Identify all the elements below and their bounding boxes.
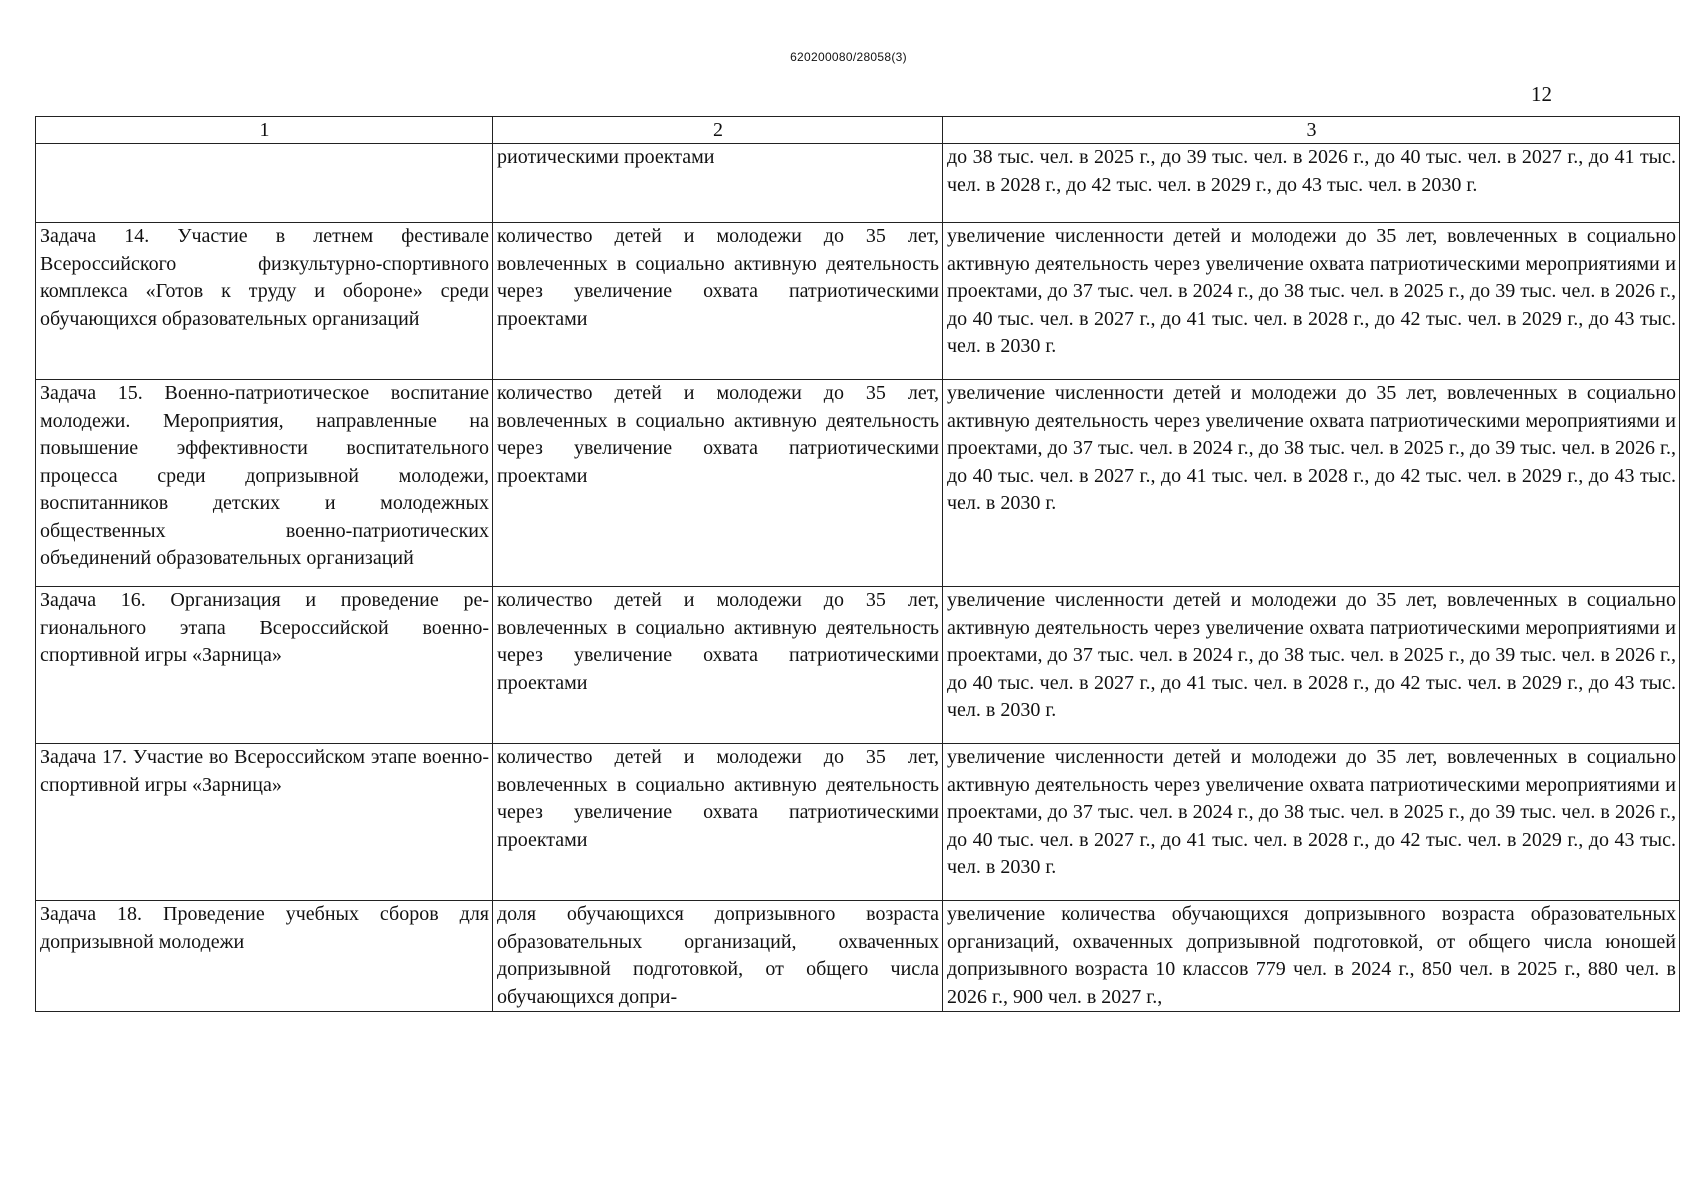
program-tasks-table [35, 116, 1680, 1012]
target-cell: увеличение численности детей и молодежи до 35 лет, вовлеченных в социально активную деятельность через увеличение охвата патриотическими мероприятиями и проектами, до 37 тыс. чел. в 2024 г., до 38 тыс. чел. в 2025 г., до 39 тыс. чел. в 2026 г., до 40 тыс. чел. в 2027 г., до 41 тыс. чел. в 2028 г., до 42 тыс. чел. в 2029 г., до 43 тыс. чел. в 2030 г. [943, 744, 1680, 901]
indicator-cell: количество детей и молодежи до 35 лет, вовлеченных в социально активную деятельность через увеличение охвата патриотическими проектами [493, 587, 943, 744]
table-row [36, 587, 1680, 744]
indicator-cell: количество детей и молодежи до 35 лет, вовлеченных в социально активную деятельность через увеличение охвата патриотическими проектами [493, 380, 943, 587]
indicator-cell: количество детей и молодежи до 35 лет, вовлеченных в социально активную деятельность через увеличение охвата патриотическими проектами [493, 744, 943, 901]
document-id: 620200080/28058(3) [790, 50, 907, 64]
table-row [36, 144, 1680, 223]
task-cell: Задача 16. Организация и проведение регионального этапа Всероссийской военно-спортивной игры «Зарница» [36, 587, 493, 744]
target-cell: увеличение численности детей и молодежи до 35 лет, вовлеченных в социально активную деятельность через увеличение охвата патриотическими мероприятиями и проектами, до 37 тыс. чел. в 2024 г., до 38 тыс. чел. в 2025 г., до 39 тыс. чел. в 2026 г., до 40 тыс. чел. в 2027 г., до 41 тыс. чел. в 2028 г., до 42 тыс. чел. в 2029 г., до 43 тыс. чел. в 2030 г. [943, 587, 1680, 744]
page-number: 12 [1531, 82, 1552, 106]
task-cell: Задача 14. Участие в летнем фестивале Всероссийского физкультурно-спортивного комплекса «Готов к труду и обороне» среди обучающихся образовательных организаций [36, 223, 493, 380]
indicator-cell: доля обучающихся допризывного возраста образовательных организаций, охваченных допризывной подготовкой, от общего числа обучающихся допри- [493, 901, 943, 1012]
column-header-1: 1 [36, 117, 493, 144]
table-row [36, 380, 1680, 587]
target-cell: увеличение численности детей и молодежи до 35 лет, вовлеченных в социально активную деятельность через увеличение охвата патриотическими мероприятиями и проектами, до 37 тыс. чел. в 2024 г., до 38 тыс. чел. в 2025 г., до 39 тыс. чел. в 2026 г., до 40 тыс. чел. в 2027 г., до 41 тыс. чел. в 2028 г., до 42 тыс. чел. в 2029 г., до 43 тыс. чел. в 2030 г. [943, 380, 1680, 587]
target-cell: до 38 тыс. чел. в 2025 г., до 39 тыс. чел. в 2026 г., до 40 тыс. чел. в 2027 г., до 41 тыс. чел. в 2028 г., до 42 тыс. чел. в 2029 г., до 43 тыс. чел. в 2030 г. [943, 144, 1680, 223]
column-number-row [36, 117, 1680, 144]
column-header-2: 2 [493, 117, 943, 144]
task-cell: Задача 18. Проведение учебных сборов для допризывной молодежи [36, 901, 493, 1012]
indicator-cell: риотическими проектами [493, 144, 943, 223]
table-row [36, 223, 1680, 380]
indicator-cell: количество детей и молодежи до 35 лет, вовлеченных в социально активную деятельность через увеличение охвата патриотическими проектами [493, 223, 943, 380]
task-cell [36, 144, 493, 223]
task-cell: Задача 15. Военно-патриотическое воспитание молодежи. Мероприятия, направленные на повышение эффективности воспитательного процесса среди допризывной молодежи, воспитанников детских и молодежных общественных военно-патриотических объединений образовательных организаций [36, 380, 493, 587]
table-row [36, 901, 1680, 1012]
table-row [36, 744, 1680, 901]
column-header-3: 3 [943, 117, 1680, 144]
target-cell: увеличение численности детей и молодежи до 35 лет, вовлеченных в социально активную деятельность через увеличение охвата патриотическими мероприятиями и проектами, до 37 тыс. чел. в 2024 г., до 38 тыс. чел. в 2025 г., до 39 тыс. чел. в 2026 г., до 40 тыс. чел. в 2027 г., до 41 тыс. чел. в 2028 г., до 42 тыс. чел. в 2029 г., до 43 тыс. чел. в 2030 г. [943, 223, 1680, 380]
target-cell: увеличение количества обучающихся допризывного возраста образовательных организаций, охваченных допризывной подготовкой, от общего числа юношей допризывного возраста 10 классов 779 чел. в 2024 г., 850 чел. в 2025 г., 880 чел. в 2026 г., 900 чел. в 2027 г., [943, 901, 1680, 1012]
task-cell: Задача 17. Участие во Всероссийском этапе военно-спортивной игры «Зарница» [36, 744, 493, 901]
